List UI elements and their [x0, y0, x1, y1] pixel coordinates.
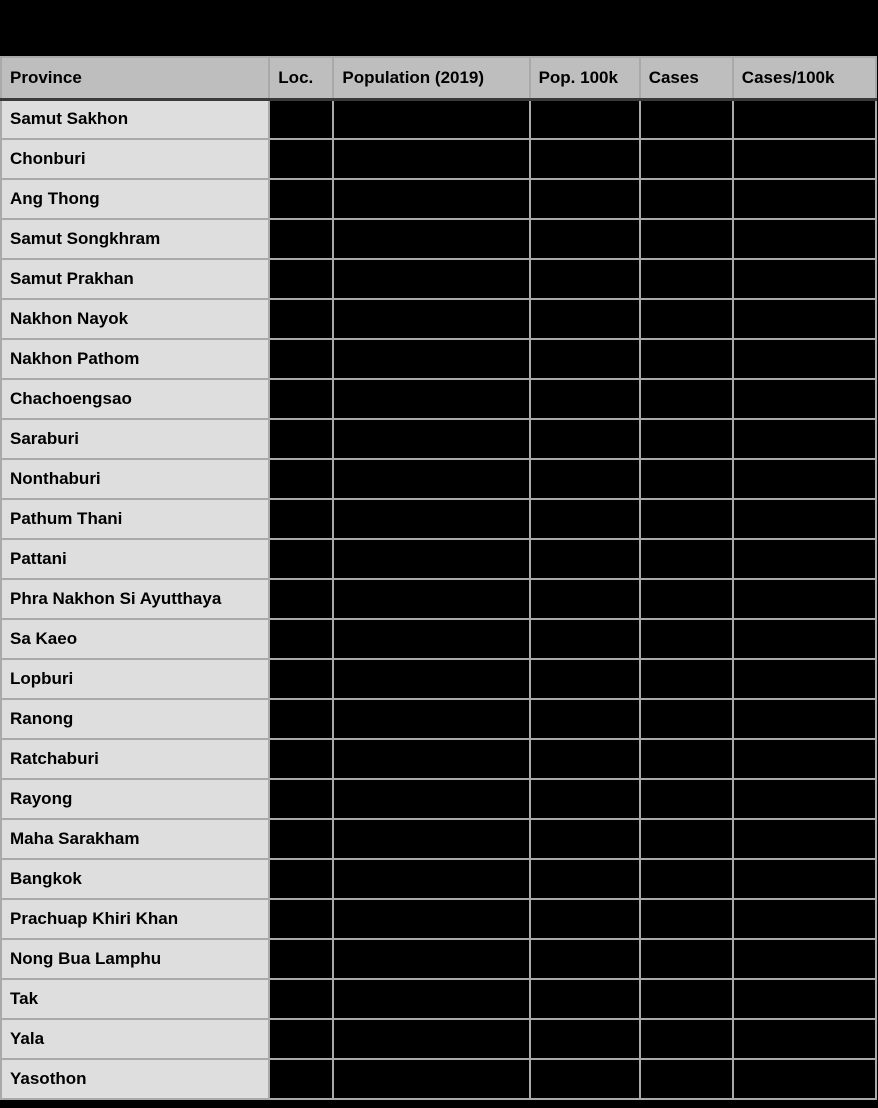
pop-100k-cell	[530, 659, 640, 699]
population-cell	[333, 259, 529, 299]
population-cell	[333, 1059, 529, 1099]
loc-cell	[269, 99, 333, 139]
province-name-cell: Samut Prakhan	[1, 259, 269, 299]
column-header-cases-100k: Cases/100k	[733, 57, 876, 99]
cases-cell	[640, 1059, 733, 1099]
cases-cell	[640, 939, 733, 979]
loc-cell	[269, 219, 333, 259]
column-header-population: Population (2019)	[333, 57, 529, 99]
cases-cell	[640, 499, 733, 539]
table-row	[1, 939, 876, 979]
table-row	[1, 499, 876, 539]
cases-cell	[640, 339, 733, 379]
population-cell	[333, 619, 529, 659]
population-cell	[333, 379, 529, 419]
population-cell	[333, 779, 529, 819]
loc-cell	[269, 299, 333, 339]
table-row	[1, 179, 876, 219]
loc-cell	[269, 779, 333, 819]
cases-100k-cell	[733, 1059, 876, 1099]
pop-100k-cell	[530, 939, 640, 979]
table-row	[1, 299, 876, 339]
pop-100k-cell	[530, 819, 640, 859]
population-cell	[333, 579, 529, 619]
cases-cell	[640, 899, 733, 939]
cases-cell	[640, 819, 733, 859]
cases-100k-cell	[733, 179, 876, 219]
loc-cell	[269, 859, 333, 899]
population-cell	[333, 1019, 529, 1059]
cases-100k-cell	[733, 699, 876, 739]
table-header	[1, 57, 876, 99]
table-row	[1, 139, 876, 179]
pop-100k-cell	[530, 419, 640, 459]
column-header-loc: Loc.	[269, 57, 333, 99]
population-cell	[333, 139, 529, 179]
cases-100k-cell	[733, 659, 876, 699]
cases-cell	[640, 139, 733, 179]
cases-cell	[640, 1019, 733, 1059]
header-row	[1, 57, 876, 99]
province-name-cell: Yasothon	[1, 1059, 269, 1099]
table-row	[1, 899, 876, 939]
cases-cell	[640, 99, 733, 139]
table-row	[1, 459, 876, 499]
column-header-cases: Cases	[640, 57, 733, 99]
table-row	[1, 579, 876, 619]
province-name-cell: Samut Sakhon	[1, 99, 269, 139]
loc-cell	[269, 939, 333, 979]
pop-100k-cell	[530, 739, 640, 779]
province-name-cell: Tak	[1, 979, 269, 1019]
population-cell	[333, 179, 529, 219]
cases-cell	[640, 539, 733, 579]
pop-100k-cell	[530, 779, 640, 819]
cases-cell	[640, 779, 733, 819]
column-header-pop-100k: Pop. 100k	[530, 57, 640, 99]
province-data-table	[0, 56, 877, 1100]
cases-cell	[640, 579, 733, 619]
pop-100k-cell	[530, 499, 640, 539]
table-row	[1, 419, 876, 459]
loc-cell	[269, 379, 333, 419]
population-cell	[333, 819, 529, 859]
cases-100k-cell	[733, 419, 876, 459]
table-row	[1, 379, 876, 419]
pop-100k-cell	[530, 859, 640, 899]
loc-cell	[269, 619, 333, 659]
province-name-cell: Chonburi	[1, 139, 269, 179]
pop-100k-cell	[530, 459, 640, 499]
province-name-cell: Chachoengsao	[1, 379, 269, 419]
pop-100k-cell	[530, 219, 640, 259]
cases-100k-cell	[733, 619, 876, 659]
table-row	[1, 699, 876, 739]
province-name-cell: Nakhon Pathom	[1, 339, 269, 379]
population-cell	[333, 659, 529, 699]
pop-100k-cell	[530, 979, 640, 1019]
cases-cell	[640, 419, 733, 459]
pop-100k-cell	[530, 99, 640, 139]
loc-cell	[269, 819, 333, 859]
table-row	[1, 259, 876, 299]
province-name-cell: Pattani	[1, 539, 269, 579]
cases-100k-cell	[733, 499, 876, 539]
pop-100k-cell	[530, 139, 640, 179]
province-name-cell: Lopburi	[1, 659, 269, 699]
cases-100k-cell	[733, 259, 876, 299]
cases-cell	[640, 299, 733, 339]
cases-100k-cell	[733, 739, 876, 779]
pop-100k-cell	[530, 179, 640, 219]
table-row	[1, 979, 876, 1019]
population-cell	[333, 459, 529, 499]
table-row	[1, 99, 876, 139]
province-name-cell: Samut Songkhram	[1, 219, 269, 259]
population-cell	[333, 499, 529, 539]
table-row	[1, 1059, 876, 1099]
cases-100k-cell	[733, 459, 876, 499]
loc-cell	[269, 1019, 333, 1059]
province-name-cell: Nonthaburi	[1, 459, 269, 499]
cases-cell	[640, 659, 733, 699]
loc-cell	[269, 179, 333, 219]
table-body	[1, 99, 876, 1099]
table-row	[1, 219, 876, 259]
pop-100k-cell	[530, 1059, 640, 1099]
cases-cell	[640, 459, 733, 499]
pop-100k-cell	[530, 379, 640, 419]
province-name-cell: Yala	[1, 1019, 269, 1059]
table-row	[1, 539, 876, 579]
table-row	[1, 619, 876, 659]
province-name-cell: Maha Sarakham	[1, 819, 269, 859]
loc-cell	[269, 499, 333, 539]
cases-100k-cell	[733, 339, 876, 379]
province-name-cell: Rayong	[1, 779, 269, 819]
pop-100k-cell	[530, 1019, 640, 1059]
table-row	[1, 659, 876, 699]
province-name-cell: Saraburi	[1, 419, 269, 459]
population-cell	[333, 99, 529, 139]
cases-cell	[640, 179, 733, 219]
cases-cell	[640, 699, 733, 739]
province-name-cell: Phra Nakhon Si Ayutthaya	[1, 579, 269, 619]
pop-100k-cell	[530, 899, 640, 939]
population-cell	[333, 939, 529, 979]
pop-100k-cell	[530, 699, 640, 739]
cases-cell	[640, 739, 733, 779]
province-name-cell: Bangkok	[1, 859, 269, 899]
column-header-province: Province	[1, 57, 269, 99]
cases-100k-cell	[733, 819, 876, 859]
cases-100k-cell	[733, 139, 876, 179]
cases-100k-cell	[733, 99, 876, 139]
population-cell	[333, 699, 529, 739]
pop-100k-cell	[530, 579, 640, 619]
loc-cell	[269, 339, 333, 379]
cases-cell	[640, 859, 733, 899]
province-name-cell: Ratchaburi	[1, 739, 269, 779]
cases-100k-cell	[733, 979, 876, 1019]
cases-100k-cell	[733, 1019, 876, 1059]
loc-cell	[269, 579, 333, 619]
pop-100k-cell	[530, 299, 640, 339]
loc-cell	[269, 699, 333, 739]
province-name-cell: Ang Thong	[1, 179, 269, 219]
population-cell	[333, 979, 529, 1019]
province-name-cell: Sa Kaeo	[1, 619, 269, 659]
loc-cell	[269, 1059, 333, 1099]
loc-cell	[269, 539, 333, 579]
table-row	[1, 739, 876, 779]
cases-100k-cell	[733, 579, 876, 619]
table-row	[1, 819, 876, 859]
loc-cell	[269, 659, 333, 699]
table-row	[1, 1019, 876, 1059]
cases-100k-cell	[733, 779, 876, 819]
population-cell	[333, 539, 529, 579]
province-name-cell: Nakhon Nayok	[1, 299, 269, 339]
table-row	[1, 779, 876, 819]
cases-cell	[640, 259, 733, 299]
population-cell	[333, 219, 529, 259]
cases-cell	[640, 619, 733, 659]
cases-cell	[640, 379, 733, 419]
population-cell	[333, 739, 529, 779]
cases-100k-cell	[733, 379, 876, 419]
table-row	[1, 339, 876, 379]
loc-cell	[269, 459, 333, 499]
loc-cell	[269, 979, 333, 1019]
cases-cell	[640, 219, 733, 259]
cases-100k-cell	[733, 219, 876, 259]
loc-cell	[269, 899, 333, 939]
population-cell	[333, 899, 529, 939]
cases-100k-cell	[733, 859, 876, 899]
loc-cell	[269, 259, 333, 299]
pop-100k-cell	[530, 339, 640, 379]
province-name-cell: Prachuap Khiri Khan	[1, 899, 269, 939]
pop-100k-cell	[530, 259, 640, 299]
table-row	[1, 859, 876, 899]
cases-100k-cell	[733, 299, 876, 339]
cases-100k-cell	[733, 899, 876, 939]
province-name-cell: Ranong	[1, 699, 269, 739]
population-cell	[333, 299, 529, 339]
loc-cell	[269, 739, 333, 779]
population-cell	[333, 859, 529, 899]
pop-100k-cell	[530, 539, 640, 579]
population-cell	[333, 419, 529, 459]
province-name-cell: Pathum Thani	[1, 499, 269, 539]
cases-100k-cell	[733, 939, 876, 979]
cases-cell	[640, 979, 733, 1019]
province-name-cell: Nong Bua Lamphu	[1, 939, 269, 979]
loc-cell	[269, 419, 333, 459]
population-cell	[333, 339, 529, 379]
pop-100k-cell	[530, 619, 640, 659]
cases-100k-cell	[733, 539, 876, 579]
loc-cell	[269, 139, 333, 179]
